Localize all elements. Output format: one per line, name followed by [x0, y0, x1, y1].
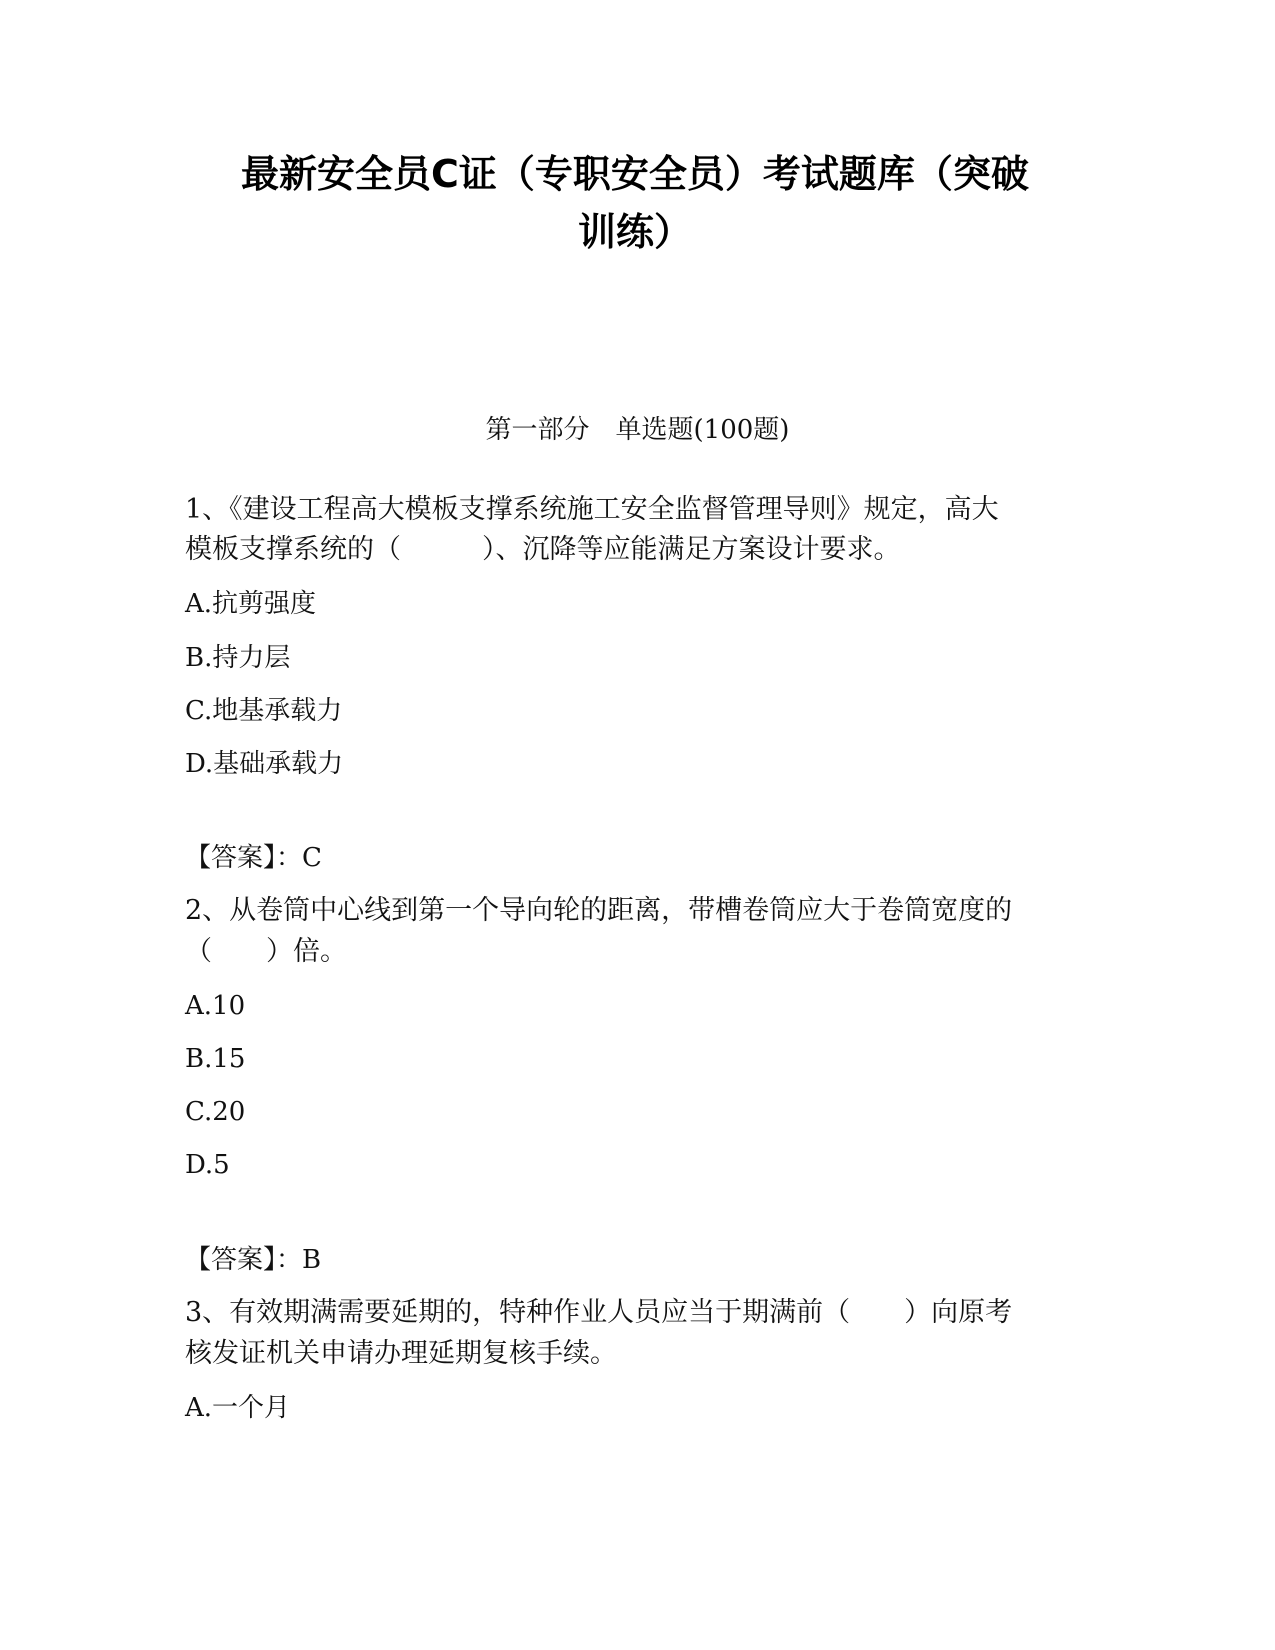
question-1-stem-line-2: 模板支撑系统的（ ）、沉降等应能满足方案设计要求。	[185, 534, 901, 565]
question-2-option-b: B.15	[185, 1044, 246, 1074]
title-line-2: 训练）	[577, 210, 692, 254]
question-2-stem-line-1: 2、从卷筒中心线到第一个导向轮的距离，带槽卷筒应大于卷筒宽度的	[185, 895, 1013, 926]
title-line-1: 最新安全员C证（专职安全员）考试题库（突破	[241, 152, 1029, 196]
question-2-option-c: C.20	[185, 1097, 246, 1127]
question-1-option-b: B.持力层	[185, 643, 291, 673]
question-2-stem-line-2: （ ）倍。	[185, 936, 347, 967]
question-1-stem-line-1: 1、《建设工程高大模板支撑系统施工安全监督管理导则》规定，高大	[185, 494, 999, 525]
question-3-stem-line-2: 核发证机关申请办理延期复核手续。	[185, 1338, 617, 1369]
question-2-option-a: A.10	[185, 991, 246, 1021]
question-1-option-a: A.抗剪强度	[185, 589, 317, 619]
question-3-option-a: A.一个月	[185, 1393, 291, 1423]
question-1-answer: 【答案】：C	[185, 843, 322, 873]
question-2-answer: 【答案】：B	[185, 1245, 322, 1275]
section-title: 第一部分 单选题(100题)	[485, 415, 790, 445]
question-1-option-c: C.地基承载力	[185, 696, 343, 726]
question-2-option-d: D.5	[185, 1150, 230, 1180]
document-title	[185, 145, 1085, 261]
question-1-option-d: D.基础承载力	[185, 749, 344, 779]
question-3-stem-line-1: 3、有效期满需要延期的，特种作业人员应当于期满前（ ）向原考	[185, 1297, 1013, 1328]
